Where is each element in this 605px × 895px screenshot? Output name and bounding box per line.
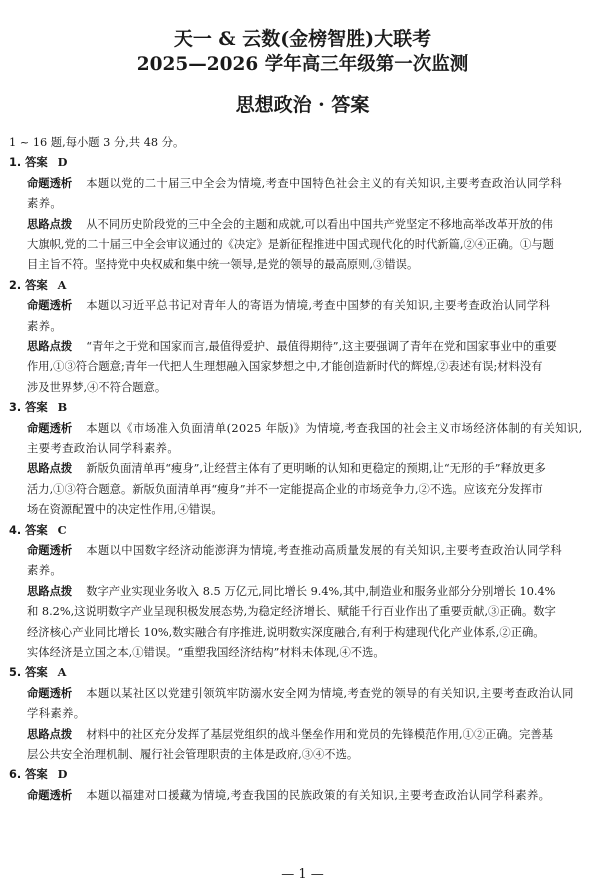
intro-text: 1 ~ 16 题,每小题 3 分,共 48 分。 [9, 136, 185, 149]
analysis-text: 素养。 [27, 319, 63, 333]
hint-line [27, 358, 542, 374]
hint-text: 目主旨不符。坚持党中央权威和集中统一领导,是党的领导的最高原则,③错误。 [27, 258, 419, 272]
hint-text: 材料中的社区充分发挥了基层党组织的战斗堡垒作用和党员的先锋模范作用,①②正确。完善基 [86, 727, 553, 741]
answer-choice: A [53, 277, 67, 292]
page-number: — 1 — [281, 867, 324, 882]
hint-label: 思路点拨 [27, 727, 73, 741]
analysis-label: 命题透析 [27, 788, 73, 802]
hint-line [27, 746, 358, 762]
answer-choice: D [53, 155, 68, 170]
question-number: 4. 答案 [9, 523, 48, 537]
analysis-label: 命题透析 [27, 299, 73, 313]
hint-text: “青年之于党和国家而言,最值得爱护、最值得期待”,这主要强调了青年在党和国家事业中的重要 [86, 340, 557, 353]
analysis-text: 本题以中国数字经济动能澎湃为情境,考查推动高质量发展的有关知识,主要考查政治认同学科 [86, 544, 563, 557]
hint-text: 涉及世界梦,④不符合题意。 [27, 380, 167, 394]
hint-text: 活力,①③符合题意。新版负面清单再“瘦身”并不一定能提高企业的市场竞争力,②不选。应该充分发挥市 [27, 482, 543, 496]
hint-line [27, 726, 553, 742]
analysis-label: 命题透析 [27, 544, 73, 557]
analysis-text: 本题以党的二十届三中全会为情境,考查中国特色社会主义的有关知识,主要考查政治认同学科 [86, 176, 563, 190]
analysis-line [27, 685, 574, 701]
analysis-label: 命题透析 [27, 176, 73, 190]
exam-year-line: 2025—2026 学年高三年级第一次监测 [136, 54, 469, 75]
exam-title: 天一 & 云数(金榜智胜)大联考 [173, 28, 432, 50]
question-answer-line [9, 399, 67, 415]
hint-line [27, 236, 554, 252]
hint-label: 思路点拨 [27, 462, 73, 476]
question-number: 3. 答案 [9, 401, 48, 415]
answer-choice: B [53, 400, 68, 415]
hint-line [27, 624, 545, 640]
analysis-line [27, 420, 583, 436]
analysis-line [27, 175, 562, 191]
analysis-line [27, 705, 86, 721]
hint-line [27, 256, 418, 272]
analysis-text: 本题以福建对口援藏为情境,考查我国的民族政策的有关知识,主要考查政治认同学科素养。 [86, 788, 551, 802]
analysis-text: 本题以某社区以党建引领筑牢防溺水安全网为情境,考查党的领导的有关知识,主要考查政治认同 [86, 686, 574, 700]
answer-choice: A [53, 665, 67, 680]
hint-line [27, 216, 553, 232]
hint-text: 经济核心产业同比增长 10%,数实融合有序推进,说明数实深度融合,有利于构建现代化产业体系,②正确。 [27, 625, 545, 639]
analysis-text: 素养。 [27, 197, 63, 211]
analysis-line [27, 440, 179, 456]
analysis-text: 主要考查政治认同学科素养。 [27, 442, 180, 455]
analysis-line [27, 318, 62, 334]
hint-line [27, 460, 546, 476]
analysis-line [27, 787, 550, 803]
hint-label: 思路点拨 [27, 217, 73, 231]
hint-label: 思路点拨 [27, 584, 73, 598]
hint-text: 实体经济是立国之本,①错误。“重塑我国经济结构”材料未体现,④不选。 [27, 646, 385, 659]
hint-line [27, 603, 556, 619]
analysis-text: 本题以《市场准入负面清单(2025 年版)》为情境,考查我国的社会主义市场经济体制的有关知识, [86, 421, 583, 435]
analysis-label: 命题透析 [27, 421, 73, 435]
question-number: 5. 答案 [9, 666, 48, 680]
question-number: 1. 答案 [9, 156, 48, 170]
hint-line [27, 481, 543, 497]
hint-text: 大旗帜,党的二十届三中全会审议通过的《决定》是新征程推进中国式现代化的时代新篇,②④正确。①与题 [27, 238, 554, 251]
intro-line [9, 134, 184, 150]
hint-line [27, 338, 557, 354]
hint-text: 场在资源配置中的决定性作用,④错误。 [27, 503, 223, 517]
question-answer-line [9, 522, 67, 538]
question-number: 2. 答案 [9, 278, 48, 292]
hint-line [27, 644, 385, 660]
hint-text: 和 8.2%,这说明数字产业呈现积极发展态势,为稳定经济增长、赋能千行百业作出了重要贡献,③正确。数字 [27, 605, 556, 619]
question-answer-line [9, 277, 66, 293]
question-answer-line [9, 664, 66, 680]
analysis-line [27, 195, 62, 211]
hint-line [27, 501, 223, 517]
analysis-text: 素养。 [27, 564, 63, 578]
hint-label: 思路点拨 [27, 340, 73, 353]
question-number: 6. 答案 [9, 768, 48, 782]
hint-text: 数字产业实现业务收入 8.5 万亿元,同比增长 9.4%,其中,制造业和服务业部分分别增长 10.4% [86, 584, 556, 598]
analysis-line [27, 297, 550, 313]
analysis-label: 命题透析 [27, 686, 73, 700]
answer-choice: C [53, 522, 67, 537]
question-answer-line [9, 766, 67, 782]
analysis-text: 学科素养。 [27, 707, 86, 721]
analysis-line [27, 542, 562, 558]
analysis-text: 本题以习近平总书记对青年人的寄语为情境,考查中国梦的有关知识,主要考查政治认同学科 [86, 299, 551, 313]
analysis-line [27, 562, 62, 578]
hint-text: 作用,①③符合题意;青年一代把人生理想融入国家梦想之中,才能创造新时代的辉煌,②表述有误;材料没有 [27, 360, 543, 374]
hint-text: 从不同历史阶段党的三中全会的主题和成就,可以看出中国共产党坚定不移地高举改革开放的伟 [86, 217, 553, 231]
subject-title: 思想政治 · 答案 [235, 94, 370, 116]
question-answer-line [9, 154, 67, 170]
hint-line [27, 379, 166, 395]
hint-text: 层公共安全治理机制、履行社会管理职责的主体是政府,③④不选。 [27, 748, 359, 761]
hint-text: 新版负面清单再“瘦身”,让经营主体有了更明晰的认知和更稳定的预期,让“无形的手”释放更多 [86, 462, 546, 476]
hint-line [27, 583, 555, 599]
answer-choice: D [53, 767, 68, 782]
